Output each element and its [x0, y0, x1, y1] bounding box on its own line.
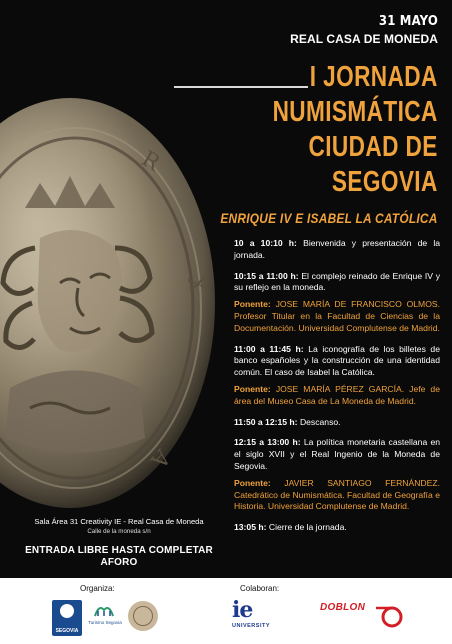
svg-text:R: R	[137, 146, 164, 177]
coat-of-arms-icon	[60, 604, 74, 618]
program-text: Cierre de la jornada.	[268, 522, 347, 533]
doblon-swoosh-icon	[374, 602, 404, 628]
program-time: 13:05 h:	[234, 522, 267, 533]
program-time: 12:15 a 13:00 h:	[234, 437, 301, 448]
program-item	[234, 522, 440, 534]
program-speaker	[234, 384, 440, 408]
seal-ring-icon	[133, 606, 153, 626]
turismo-segovia-logo	[88, 600, 122, 636]
seal-logo	[128, 601, 158, 631]
program-speaker	[234, 299, 440, 334]
program-item	[234, 344, 440, 379]
speaker-label: Ponente:	[234, 299, 271, 310]
svg-text:X: X	[182, 274, 210, 295]
program-text: Bienvenida y presentación de la jornada.	[234, 238, 441, 260]
speaker-text: JOSE MARÍA DE FRANCISCO OLMOS. Profesor Titular en la Facultad de Ciencias de la Documentación. Universidad Complutense de Madrid.	[234, 299, 441, 333]
event-title	[273, 60, 438, 200]
program-item	[234, 271, 440, 295]
program-time: 10 a 10:10 h:	[234, 238, 297, 248]
coin-image	[0, 88, 220, 508]
entrance-note: ENTRADA LIBRE HASTA COMPLETAR AFORO	[25, 544, 213, 568]
program-schedule	[234, 238, 440, 543]
room-name: Sala Área 31 Creativity IE - Real Casa de Moneda	[34, 517, 204, 526]
aqueduct-icon	[94, 602, 114, 618]
title-line-4: SEGOVIA	[332, 166, 438, 198]
ie-logo-text: ie	[232, 597, 253, 623]
program-text: El complejo reinado de Enrique IV y su reflejo en la moneda.	[234, 270, 440, 293]
program-time: 11:00 a 11:45 h:	[234, 343, 304, 354]
event-date: 31 MAYO	[378, 14, 438, 29]
organiza-label: Organiza:	[80, 584, 115, 593]
program-item	[234, 417, 440, 429]
program-item	[234, 238, 440, 262]
event-venue: REAL CASA DE MONEDA	[290, 32, 438, 46]
program-time: 11:50 a 12:15 h:	[234, 416, 298, 427]
program-text: Descanso.	[299, 416, 341, 427]
event-subtitle: ENRIQUE IV E ISABEL LA CATÓLICA	[220, 210, 438, 226]
title-line-3: CIUDAD DE	[308, 131, 438, 163]
program-text: La iconografía de los billetes de banco españoles y la construcción de una identidad común. El caso de Isabel la Católica.	[234, 343, 440, 378]
sponsors-footer	[0, 578, 452, 644]
speaker-label: Ponente:	[234, 477, 271, 488]
speaker-label: Ponente:	[234, 383, 271, 394]
segovia-logo-text: SEGOVIA	[55, 628, 79, 634]
colaboran-label: Colaboran:	[240, 584, 280, 593]
svg-text:A: A	[145, 444, 175, 473]
program-item	[234, 437, 440, 472]
title-line-1: I JORNADA	[310, 61, 438, 93]
turismo-logo-text: Turismo Segovia	[88, 620, 122, 625]
ie-university-text: UNIVERSITY	[232, 623, 271, 629]
street-address: Calle de la moneda s/n	[87, 528, 151, 535]
speaker-text: JAVIER SANTIAGO FERNÁNDEZ. Catedrático de Numismática. Facultad de Geografía e Historia. Universidad Complutense de Madrid.	[234, 477, 441, 512]
doblon-logo	[320, 600, 410, 630]
program-time: 10:15 a 11:00 h:	[234, 270, 299, 281]
segovia-logo	[52, 600, 82, 636]
program-speaker	[234, 478, 440, 513]
title-line-2: NUMISMÁTICA	[272, 96, 438, 128]
program-text: La política monetaria castellana en el siglo XVII y el Real Ingenio de la Moneda de Segovia.	[234, 437, 441, 471]
speaker-text: JOSE MARÍA PÉREZ GARCÍA. Jefe de área del Museo Casa de La Moneda de Madrid.	[234, 383, 440, 406]
doblon-logo-text: DOBLON	[320, 602, 366, 613]
ie-university-logo	[232, 597, 272, 637]
